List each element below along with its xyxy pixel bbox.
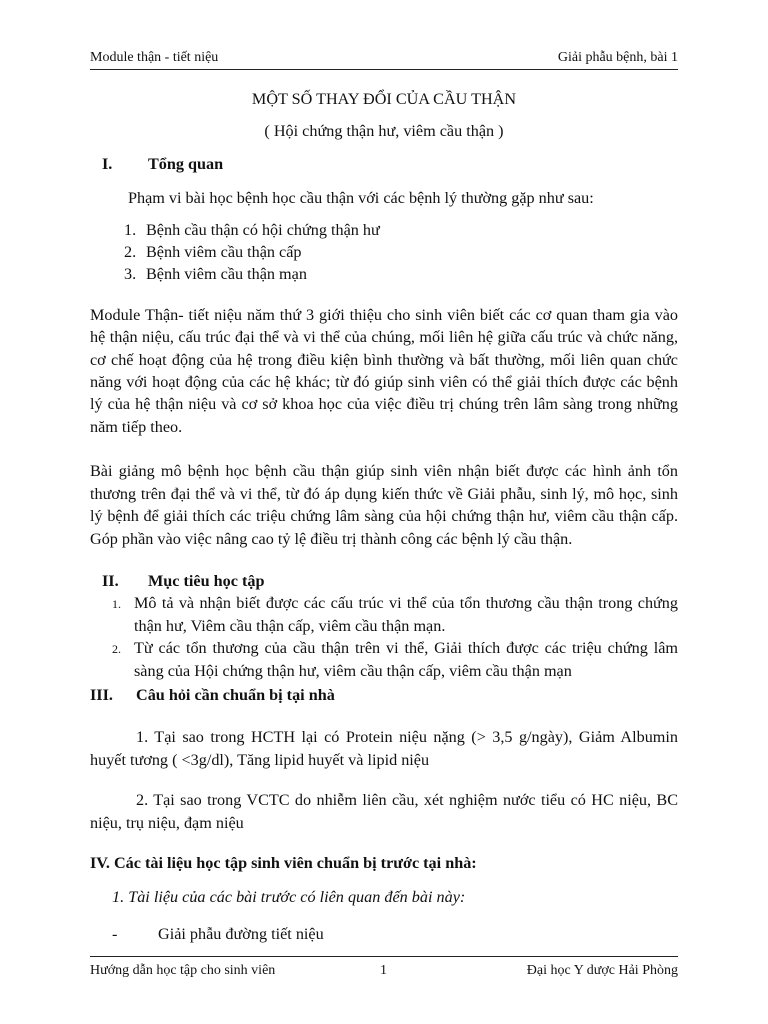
document-title: MỘT SỐ THAY ĐỔI CỦA CẦU THẬN: [251, 90, 517, 108]
list-item: 2. Bệnh viêm cầu thận cấp: [124, 243, 302, 262]
page-body: [90, 88, 678, 945]
objective-item: 1. Mô tả và nhận biết được các cấu trúc vi thể của tổn thương cầu thận trong chứng thận hư, Viêm cầu thận cấp, viêm cầu thận mạn.: [112, 594, 678, 635]
document-subtitle: ( Hội chứng thận hư, viêm cầu thận ): [264, 122, 504, 141]
materials-subheading: 1. Tài liệu của các bài trước có liên quan đến bài này:: [112, 888, 466, 907]
overview-paragraph-2: Bài giảng mô bệnh học bệnh cầu thận giúp sinh viên nhận biết được các hình ảnh tổn thương trên đại thể và vi thể, từ đó áp dụng kiến thức về Giải phẫu, sinh lý, mô học, sinh lý bệnh để giải thích các triệu chứng lâm sàng của hội chứng thận hư, viêm cầu thận cấp. Góp phần vào việc nâng cao tỷ lệ điều trị thành công các bệnh lý cầu thận.: [90, 462, 678, 548]
footer-university: Đại học Y dược Hải Phòng: [526, 963, 678, 978]
header-module: Module thận - tiết niệu: [90, 50, 219, 65]
disease-list: [90, 219, 678, 286]
objective-item: 2. Từ các tổn thương của cầu thận trên vi thể, Giải thích được các triệu chứng lâm sàng của Hội chứng thận hư, viêm cầu thận cấp, viêm cầu thận mạn: [112, 639, 678, 680]
list-item: - Giải phẫu đường tiết niệu: [112, 924, 324, 943]
section-heading-questions: III. Câu hỏi cần chuẩn bị tại nhà: [90, 685, 335, 704]
question-1: 1. Tại sao trong HCTH lại có Protein niệu nặng (> 3,5 g/ngày), Giảm Albumin huyết tương ( <3g/dl), Tăng lipid huyết và lipid niệu: [90, 728, 678, 769]
section-heading-objectives: II. Mục tiêu học tập: [102, 571, 265, 590]
page-header: [90, 46, 678, 70]
list-item: 3. Bệnh viêm cầu thận mạn: [124, 265, 307, 284]
list-item: 1. Bệnh cầu thận có hội chứng thận hư: [124, 220, 380, 239]
overview-paragraph-1: Module Thận- tiết niệu năm thứ 3 giới thiệu cho sinh viên biết các cơ quan tham gia vào hệ thận niệu, cấu trúc đại thể và vi thể của chúng, mối liên hệ giữa cấu trúc và chức năng, cơ chế hoạt động của hệ trong điều kiện bình thường và bất thường, mối liên quan chức năng với hoạt động của các hệ khác; từ đó giúp sinh viên có thể giải thích được các bệnh lý của hệ thận niệu và cơ sở khoa học của việc điều trị chúng trên lâm sàng trong những năm tiếp theo.: [90, 305, 678, 436]
page-number: 1: [380, 963, 387, 978]
question-2: 2. Tại sao trong VCTC do nhiễm liên cầu, xét nghiệm nước tiểu có HC niệu, BC niệu, trụ niệu, đạm niệu: [90, 791, 678, 832]
header-lesson: Giải phẫu bệnh, bài 1: [557, 50, 678, 65]
page-footer: [90, 956, 678, 983]
overview-intro: Phạm vi bài học bệnh học cầu thận với các bệnh lý thường gặp như sau:: [128, 189, 594, 208]
footer-guide: Hướng dẫn học tập cho sinh viên: [90, 963, 276, 978]
section-heading-overview: I. Tổng quan: [102, 154, 224, 173]
section-heading-materials: IV. Các tài liệu học tập sinh viên chuẩn bị trước tại nhà:: [90, 853, 477, 872]
